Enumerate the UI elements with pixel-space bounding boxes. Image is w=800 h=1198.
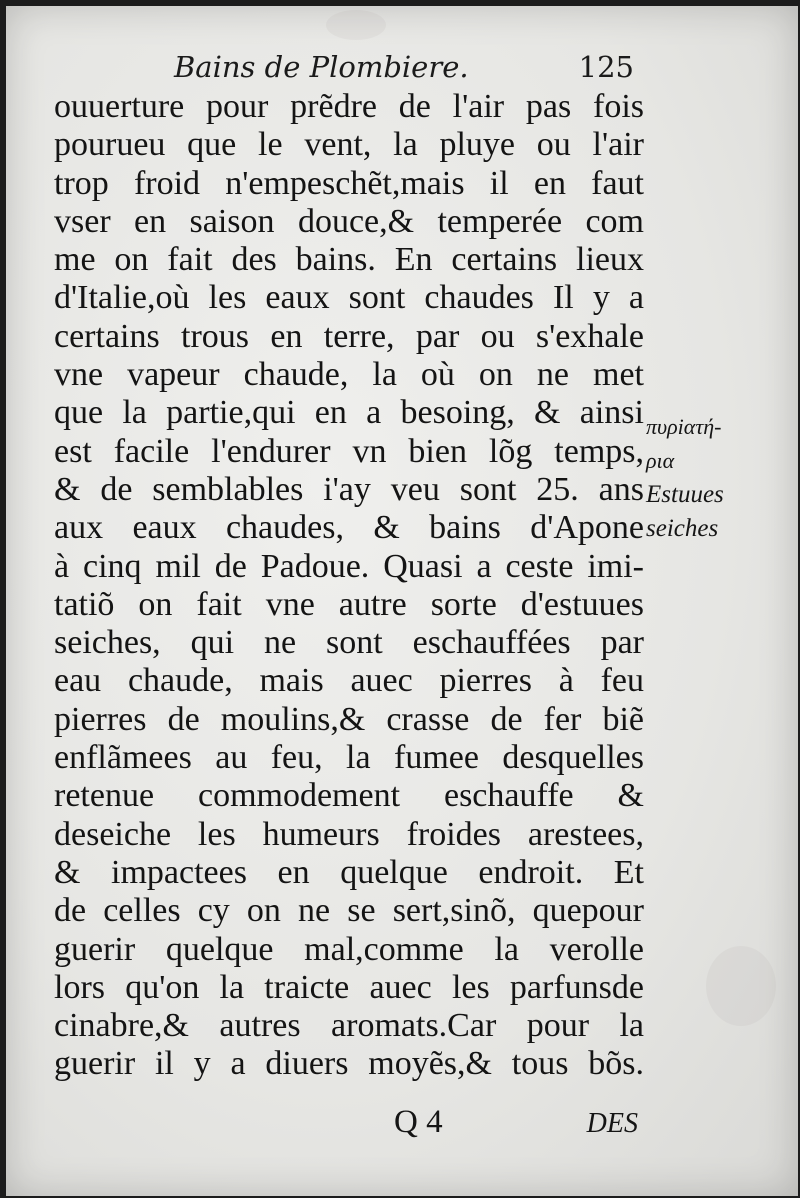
text-line: guerir quelque mal,comme la verolle (54, 930, 644, 968)
body-text (54, 88, 644, 1084)
text-line: cinabre,& autres aromats.Car pour la (54, 1007, 644, 1045)
text-line: à cinq mil de Padoue. Quasi a ceste imi- (54, 547, 644, 585)
text-line: trop froid n'empeschẽt,mais il en faut (54, 164, 644, 202)
text-line: deseiche les humeurs froides arestees, (54, 815, 644, 853)
margin-greek-line: πυρiατή- (646, 414, 722, 439)
page-footer (6, 1104, 798, 1154)
text-line: vne vapeur chaude, la où on ne met (54, 356, 644, 394)
text-line: & de semblables i'ay veu sont 25. ans (54, 470, 644, 508)
margin-greek-line: ρια (646, 448, 675, 473)
margin-latin-line: Estuues (646, 481, 724, 508)
text-line: pourueu que le vent, la pluye ou l'air (54, 126, 644, 164)
signature-mark: Q 4 (394, 1104, 443, 1140)
page-number: 125 (578, 50, 634, 84)
text-line: aux eaux chaudes, & bains d'Apone (54, 509, 644, 547)
text-line: vser en saison douce,& temperée com (54, 202, 644, 240)
paper-stain (326, 10, 386, 40)
text-line: retenue commodement eschauffe & (54, 777, 644, 815)
text-line: d'Italie,où les eaux sont chaudes Il y a (54, 279, 644, 317)
text-line: seiches, qui ne sont eschauffées par (54, 624, 644, 662)
text-line: tatiõ on fait vne autre sorte d'estuues (54, 585, 644, 623)
text-line: lors qu'on la traicte auec les parfunsde (54, 968, 644, 1006)
book-page (6, 6, 798, 1196)
paper-stain (706, 946, 776, 1026)
running-title: Bains de Plombiere. (174, 50, 469, 84)
text-line: me on fait des bains. En certains lieux (54, 241, 644, 279)
text-line: ouuerture pour prẽdre de l'air pas fois (54, 88, 644, 125)
text-line: que la partie,qui en a besoing, & ainsi (54, 394, 644, 432)
text-line: enflãmees au feu, la fumee desquelles (54, 739, 644, 777)
text-line: & impactees en quelque endroit. Et (54, 853, 644, 891)
catchword: DES (586, 1108, 638, 1139)
text-line: est facile l'endurer vn bien lõg temps, (54, 432, 644, 470)
margin-note (646, 410, 796, 546)
text-line: guerir il y a diuers moyẽs,& tous bõs. (54, 1045, 644, 1083)
margin-latin-line: seiches (646, 515, 719, 542)
text-line: eau chaude, mais auec pierres à feu (54, 662, 644, 700)
text-line: certains trous en terre, par ou s'exhale (54, 317, 644, 355)
text-line: de celles cy on ne se sert,sinõ, quepour (54, 892, 644, 930)
text-line: pierres de moulins,& crasse de fer biẽ (54, 700, 644, 738)
